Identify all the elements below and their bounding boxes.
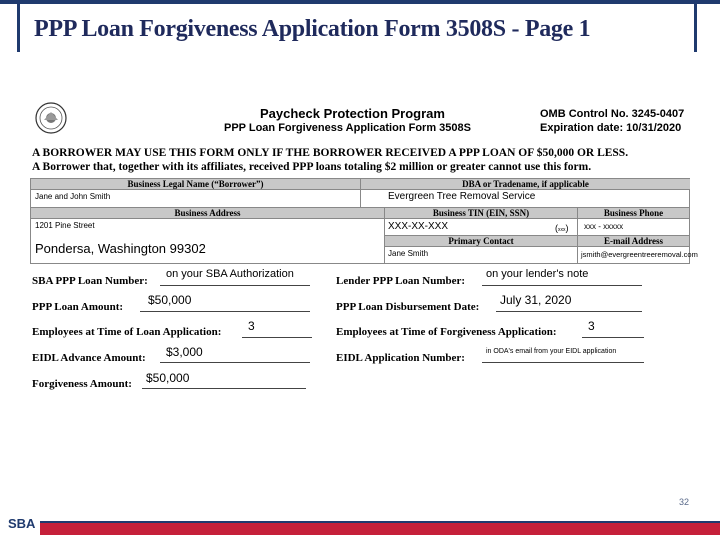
tin-value: XXX-XX-XXX — [388, 221, 449, 232]
legal-name-value: Jane and John Smith — [35, 192, 111, 201]
eidl-application-number-label: EIDL Application Number: — [336, 352, 465, 364]
email-header: E-mail Address — [578, 236, 689, 246]
sba-logo: SBA — [8, 516, 36, 531]
disbursement-date-label: PPP Loan Disbursement Date: — [336, 301, 480, 313]
form-image — [30, 100, 698, 396]
bottom-red-bar — [40, 523, 720, 535]
phone-header: Business Phone — [578, 208, 689, 218]
phone-area-code: (xxx) — [555, 223, 569, 233]
address-line1: 1201 Pine Street — [35, 221, 95, 230]
affiliate-notice: A Borrower that, together with its affiliates, received PPP loans totaling $2 million or greater cannot use this form. — [32, 161, 592, 173]
lender-loan-number-value: on your lender's note — [486, 268, 589, 280]
lender-loan-number-label: Lender PPP Loan Number: — [336, 275, 466, 287]
left-accent-line — [17, 4, 20, 52]
eidl-advance-value: $3,000 — [166, 345, 203, 359]
employees-loan-application-label: Employees at Time of Loan Application: — [32, 326, 222, 338]
address-line2: Pondersa, Washington 99302 — [35, 241, 206, 256]
employees-forgiveness-application-label: Employees at Time of Forgiveness Application: — [336, 326, 557, 338]
tin-header: Business TIN (EIN, SSN) — [385, 208, 577, 218]
dba-header: DBA or Tradename, if applicable — [361, 179, 690, 189]
legal-name-header: Business Legal Name (“Borrower”) — [31, 179, 360, 189]
eidl-application-number-value: in ODA's email from your EIDL application — [486, 348, 617, 355]
expiration-date: Expiration date: 10/31/2020 — [540, 122, 682, 134]
contact-header: Primary Contact — [385, 236, 577, 246]
email-value: jsmith@evergreentreeremoval.com — [581, 250, 698, 259]
eidl-advance-label: EIDL Advance Amount: — [32, 352, 146, 364]
borrower-info-grid — [30, 178, 698, 264]
contact-value: Jane Smith — [388, 249, 429, 258]
forgiveness-amount-value: $50,000 — [146, 371, 190, 385]
sba-loan-number-value: on your SBA Authorization — [166, 268, 294, 280]
omb-control-number: OMB Control No. 3245-0407 — [540, 108, 685, 120]
loan-amount-value: $50,000 — [148, 293, 192, 307]
employees-loan-application-value: 3 — [248, 319, 255, 333]
slide-title: PPP Loan Forgiveness Application Form 3508S - Page 1 — [34, 16, 591, 42]
forgiveness-amount-label: Forgiveness Amount: — [32, 378, 132, 390]
employees-forgiveness-application-value: 3 — [588, 319, 595, 333]
form-subtitle: PPP Loan Forgiveness Application Form 3508S — [224, 122, 471, 134]
disbursement-date-value: July 31, 2020 — [500, 293, 572, 307]
form-program-title: Paycheck Protection Program — [260, 106, 445, 121]
top-accent-bar — [0, 0, 720, 4]
loan-amount-label: PPP Loan Amount: — [32, 301, 124, 313]
address-header: Business Address — [31, 208, 384, 218]
page-number: 32 — [679, 497, 690, 507]
phone-value: xxx - xxxxx — [584, 222, 624, 231]
sba-loan-number-label: SBA PPP Loan Number: — [32, 275, 148, 287]
right-accent-line — [694, 4, 697, 52]
sba-seal-icon — [35, 102, 67, 134]
dba-value: Evergreen Tree Removal Service — [388, 191, 536, 202]
eligibility-notice: A BORROWER MAY USE THIS FORM ONLY IF THE BORROWER RECEIVED A PPP LOAN OF $50,000 OR LESS. — [32, 147, 629, 159]
